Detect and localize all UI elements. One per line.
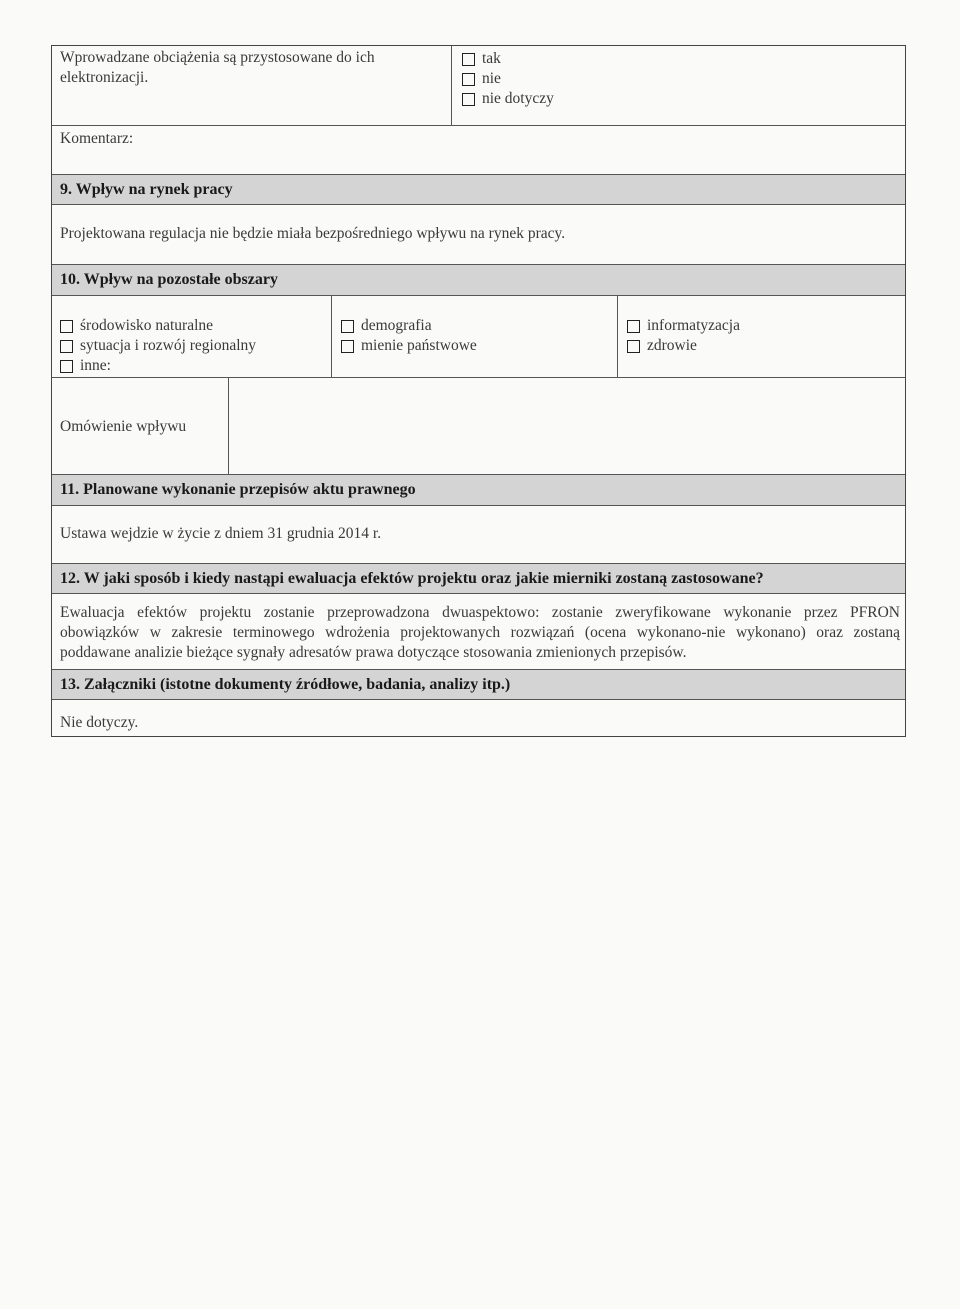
section-9-header: 9. Wpływ na rynek pracy [52, 174, 905, 204]
option-sytuacja-regionalna[interactable]: sytuacja i rozwój regionalny [60, 336, 256, 356]
section-10-header: 10. Wpływ na pozostałe obszary [52, 264, 905, 295]
column-divider [228, 378, 229, 474]
checkbox-icon[interactable] [60, 360, 73, 373]
form-table [51, 45, 906, 737]
impact-discussion-row [52, 377, 905, 474]
checkbox-icon[interactable] [627, 340, 640, 353]
discussion-label: Omówienie wpływu [60, 418, 187, 435]
section-13-header: 13. Załączniki (istotne dokumenty źródłowe, badania, analizy itp.) [52, 669, 905, 699]
impact-col-3 [627, 316, 740, 356]
section-12-line: poddawane analizie bieżące sygnały adresatów prawa dotyczące stosowania zmienionych przepisów. [60, 644, 687, 661]
section-12-line: Ewaluacja efektów projektu zostanie przeprowadzona dwuaspektowo: zostanie zweryfikowane wykonanie przez PFRON [60, 604, 900, 621]
checkbox-icon[interactable] [60, 320, 73, 333]
comment-label: Komentarz: [60, 130, 134, 147]
checkbox-icon[interactable] [60, 340, 73, 353]
option-nie-dotyczy[interactable]: nie dotyczy [462, 89, 554, 109]
section-11-text: Ustawa wejdzie w życie z dniem 31 grudnia 2014 r. [60, 525, 382, 542]
column-divider [331, 296, 332, 377]
section-13-text: Nie dotyczy. [60, 714, 139, 731]
option-zdrowie[interactable]: zdrowie [627, 336, 740, 356]
section-9-body [52, 204, 905, 264]
column-divider [451, 46, 452, 125]
option-informatyzacja[interactable]: informatyzacja [627, 316, 740, 336]
option-tak[interactable]: tak [462, 49, 554, 69]
section-12-header: 12. W jaki sposób i kiedy nastąpi ewaluacja efektów projektu oraz jakie mierniki zostaną zastosowane? [52, 563, 905, 593]
checkbox-icon[interactable] [462, 93, 475, 106]
section-11-header: 11. Planowane wykonanie przepisów aktu prawnego [52, 474, 905, 505]
option-inne[interactable]: inne: [60, 356, 256, 376]
column-divider [617, 296, 618, 377]
section-12-text [60, 603, 900, 663]
impact-col-1 [60, 316, 256, 376]
section-12-body [52, 593, 905, 669]
electronization-row [52, 46, 905, 125]
section-13-body [52, 699, 905, 736]
electronization-question: Wprowadzane obciążenia są przystosowane do ich elektronizacji. [60, 49, 375, 86]
checkbox-icon[interactable] [341, 340, 354, 353]
section-12-line: obowiązków w zakresie terminowego wdrożenia projektowanych rozwiązań (ocena wykonano-nie wykonano) oraz zostaną [60, 624, 900, 641]
comment-row [52, 125, 905, 174]
option-demografia[interactable]: demografia [341, 316, 477, 336]
impact-col-2 [341, 316, 477, 356]
section-11-body [52, 505, 905, 563]
checkbox-icon[interactable] [341, 320, 354, 333]
electronization-options [462, 49, 554, 109]
checkbox-icon[interactable] [462, 53, 475, 66]
option-mienie-panstwowe[interactable]: mienie państwowe [341, 336, 477, 356]
option-srodowisko[interactable]: środowisko naturalne [60, 316, 256, 336]
impact-areas-row [52, 295, 905, 377]
checkbox-icon[interactable] [462, 73, 475, 86]
section-9-text: Projektowana regulacja nie będzie miała bezpośredniego wpływu na rynek pracy. [60, 225, 566, 242]
option-nie[interactable]: nie [462, 69, 554, 89]
checkbox-icon[interactable] [627, 320, 640, 333]
